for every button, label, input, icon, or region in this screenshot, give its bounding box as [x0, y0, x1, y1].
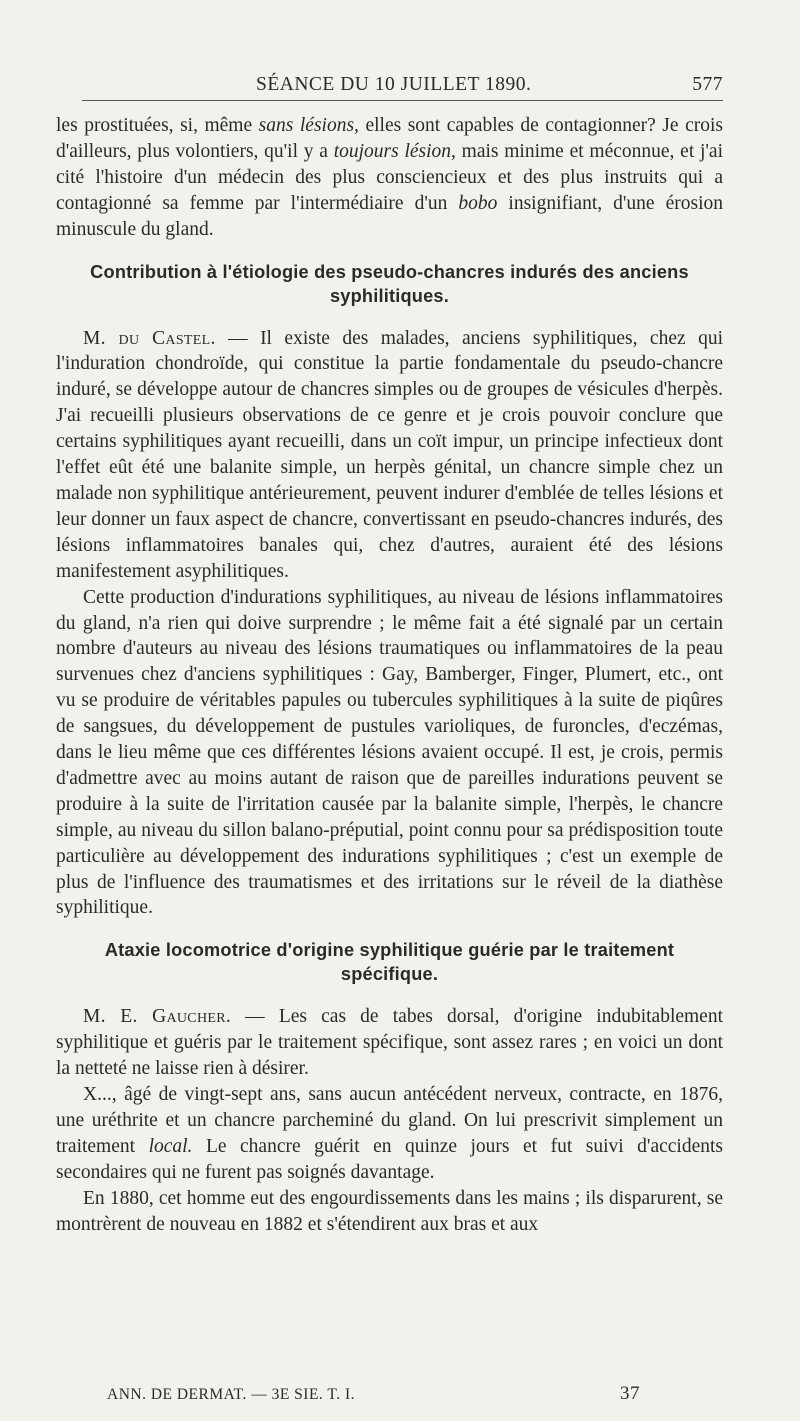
text-run: — Il existe des malades, anciens syphilitiques, chez qui l'induration chondroïde, qui constitue la partie fondamentale du pseudo-chancre induré, se développe autour de chancres simples ou de groupes de vésicules d'herpès. J'ai recueilli plusieurs observations de ce genre et je crois pouvoir conclure que certains syphilitiques ayant recueilli, dans un coït impur, un principe infectieux dont l'effet eût été une balanite simple, un herpès génital, un chancre simple chez un malade non syphilitique antérieurement, peuvent indurer d'emblée de telles lésions et leur donner un faux aspect de chancre, convertissant en pseudo-chancres indurés, des lésions inflammatoires banales qui, chez d'autres, auraient été des lésions manifestement asyphilitiques.	[56, 327, 723, 582]
text-run: les prostituées, si, même	[56, 115, 259, 136]
text-run: insignifiant, d'une érosion minuscule du gland.	[56, 192, 723, 240]
running-title: SÉANCE DU 10 JUILLET 1890.	[256, 74, 532, 95]
italic-run: toujours lésion,	[333, 140, 456, 162]
section-title-ataxie: Ataxie locomotrice d'origine syphilitique guérie par le traitement spécifique.	[104, 940, 675, 985]
italic-run: sans lésions,	[258, 115, 359, 136]
text-run: Le chancre guérit en quinze jours et fut suivi d'accidents secondaires qui ne furent pas soignés davantage.	[56, 1135, 723, 1183]
paragraph	[56, 1082, 723, 1186]
footer-signature-number: 37	[620, 1383, 640, 1404]
paragraph	[56, 1004, 723, 1082]
speaker-name: M. du Castel.	[83, 327, 216, 349]
text-run: elles sont capables de contagionner? Je crois d'ailleurs, plus volontiers, qu'il y a	[56, 115, 723, 162]
continuation-paragraph	[56, 113, 723, 243]
running-head	[56, 66, 723, 100]
body-text	[56, 113, 723, 1238]
header-rule	[82, 100, 723, 101]
text-run: — Les cas de tabes dorsal, d'origine indubitablement syphilitique et guéris par le traitement spécifique, sont assez rares ; en voici un dont la netteté ne laisse rien à désirer.	[56, 1006, 724, 1080]
italic-run: local.	[148, 1135, 193, 1157]
section-title-pseudo-chancres: Contribution à l'étiologie des pseudo-chancres indurés des anciens syphilitiques.	[90, 261, 689, 306]
paragraph: Cette production d'indurations syphilitiques, au niveau de lésions inflammatoires du gland, n'a rien qui doive surprendre ; le même fait a été signalé par un certain nombre d'auteurs au niveau des lésions traumatiques ou inflammatoires de la peau survenues chez d'anciens syphilitiques : Gay, Bamberger, Finger, Plumert, etc., ont vu se produire de véritables papules ou tubercules syphilitiques à la suite de piqûres de sangsues, du développement de pustules varioliques, de furoncles, d'eczémas, dans le lieu même que ces différentes lésions avaient occupé. Il est, je crois, permis d'admettre avec au moins autant de raison que de pareilles indurations peuvent se produire à la suite de l'irritation causée par la balanite simple, l'herpès, le chancre simple, au niveau du sillon balano-préputial, point connu pour sa prédisposition toute particulière au développement des indurations syphilitiques ; c'est un exemple de plus de l'influence des traumatismes et des irritations sur le réveil de la diathèse syphilitique.	[56, 586, 723, 919]
text-run: X..., âgé de vingt-sept ans, sans aucun antécédent nerveux, contracte, en 1876, une uréthrite et un chancre parcheminé du gland. On lui prescrivit simplement un traitement	[56, 1084, 723, 1157]
speaker-name: M. E. Gaucher.	[83, 1006, 232, 1028]
footer-journal-ref: ANN. DE DERMAT. — 3E SIE. T. I.	[107, 1386, 355, 1403]
paragraph: En 1880, cet homme eut des engourdissements dans les mains ; ils disparurent, se montrèrent de nouveau en 1882 et s'étendirent aux bras et aux	[56, 1187, 723, 1235]
paragraph	[56, 326, 723, 585]
text-run: mais minime et méconnue, et j'ai cité l'histoire d'un médecin des plus consciencieux et des plus instruits qui a contagionné sa femme par l'intermédiaire d'un	[56, 140, 724, 214]
italic-run: bobo	[458, 192, 498, 214]
page-number: 577	[692, 74, 723, 95]
